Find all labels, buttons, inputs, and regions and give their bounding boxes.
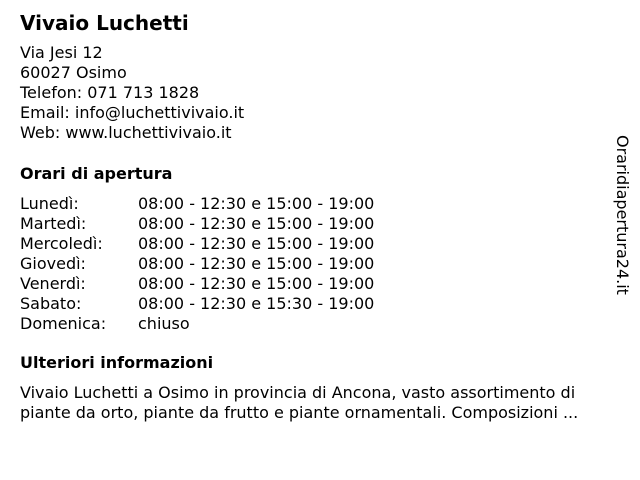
hours-day: Martedì: bbox=[20, 214, 87, 233]
contact-block bbox=[20, 43, 244, 143]
hours-row bbox=[20, 294, 374, 314]
business-name: Vivaio Luchetti bbox=[20, 11, 189, 35]
hours-day: Domenica: bbox=[20, 314, 107, 333]
hours-row bbox=[20, 234, 374, 254]
hours-day: Venerdì: bbox=[20, 274, 86, 293]
site-watermark: Oraridiapertura24.it bbox=[613, 135, 632, 295]
website-address: Web: www.luchettivivaio.it bbox=[20, 123, 232, 142]
opening-hours-heading: Orari di apertura bbox=[20, 164, 173, 183]
hours-time: 08:00 - 12:30 e 15:00 - 19:00 bbox=[138, 234, 375, 253]
hours-time: 08:00 - 12:30 e 15:00 - 19:00 bbox=[138, 274, 375, 293]
business-description bbox=[20, 383, 632, 423]
hours-day: Mercoledì: bbox=[20, 234, 103, 253]
hours-time: 08:00 - 12:30 e 15:00 - 19:00 bbox=[138, 194, 375, 213]
email-address: Email: info@luchettivivaio.it bbox=[20, 103, 245, 122]
hours-time: 08:00 - 12:30 e 15:00 - 19:00 bbox=[138, 254, 375, 273]
description-line: piante da orto, piante da frutto e piante ornamentali. Composizioni ... bbox=[20, 403, 579, 422]
hours-time: 08:00 - 12:30 e 15:00 - 19:00 bbox=[138, 214, 375, 233]
hours-row bbox=[20, 314, 374, 334]
more-info-heading: Ulteriori informazioni bbox=[20, 353, 214, 372]
description-line: Vivaio Luchetti a Osimo in provincia di Ancona, vasto assortimento di bbox=[20, 383, 576, 402]
hours-time: chiuso bbox=[138, 314, 190, 333]
address-city: 60027 Osimo bbox=[20, 63, 127, 82]
hours-day: Sabato: bbox=[20, 294, 82, 313]
phone-number: Telefon: 071 713 1828 bbox=[20, 83, 200, 102]
hours-day: Giovedì: bbox=[20, 254, 86, 273]
hours-row bbox=[20, 214, 374, 234]
hours-row bbox=[20, 194, 374, 214]
hours-day: Lunedì: bbox=[20, 194, 79, 213]
hours-row bbox=[20, 274, 374, 294]
opening-hours-table bbox=[20, 194, 374, 334]
hours-row bbox=[20, 254, 374, 274]
hours-time: 08:00 - 12:30 e 15:30 - 19:00 bbox=[138, 294, 375, 313]
address-street: Via Jesi 12 bbox=[20, 43, 103, 62]
